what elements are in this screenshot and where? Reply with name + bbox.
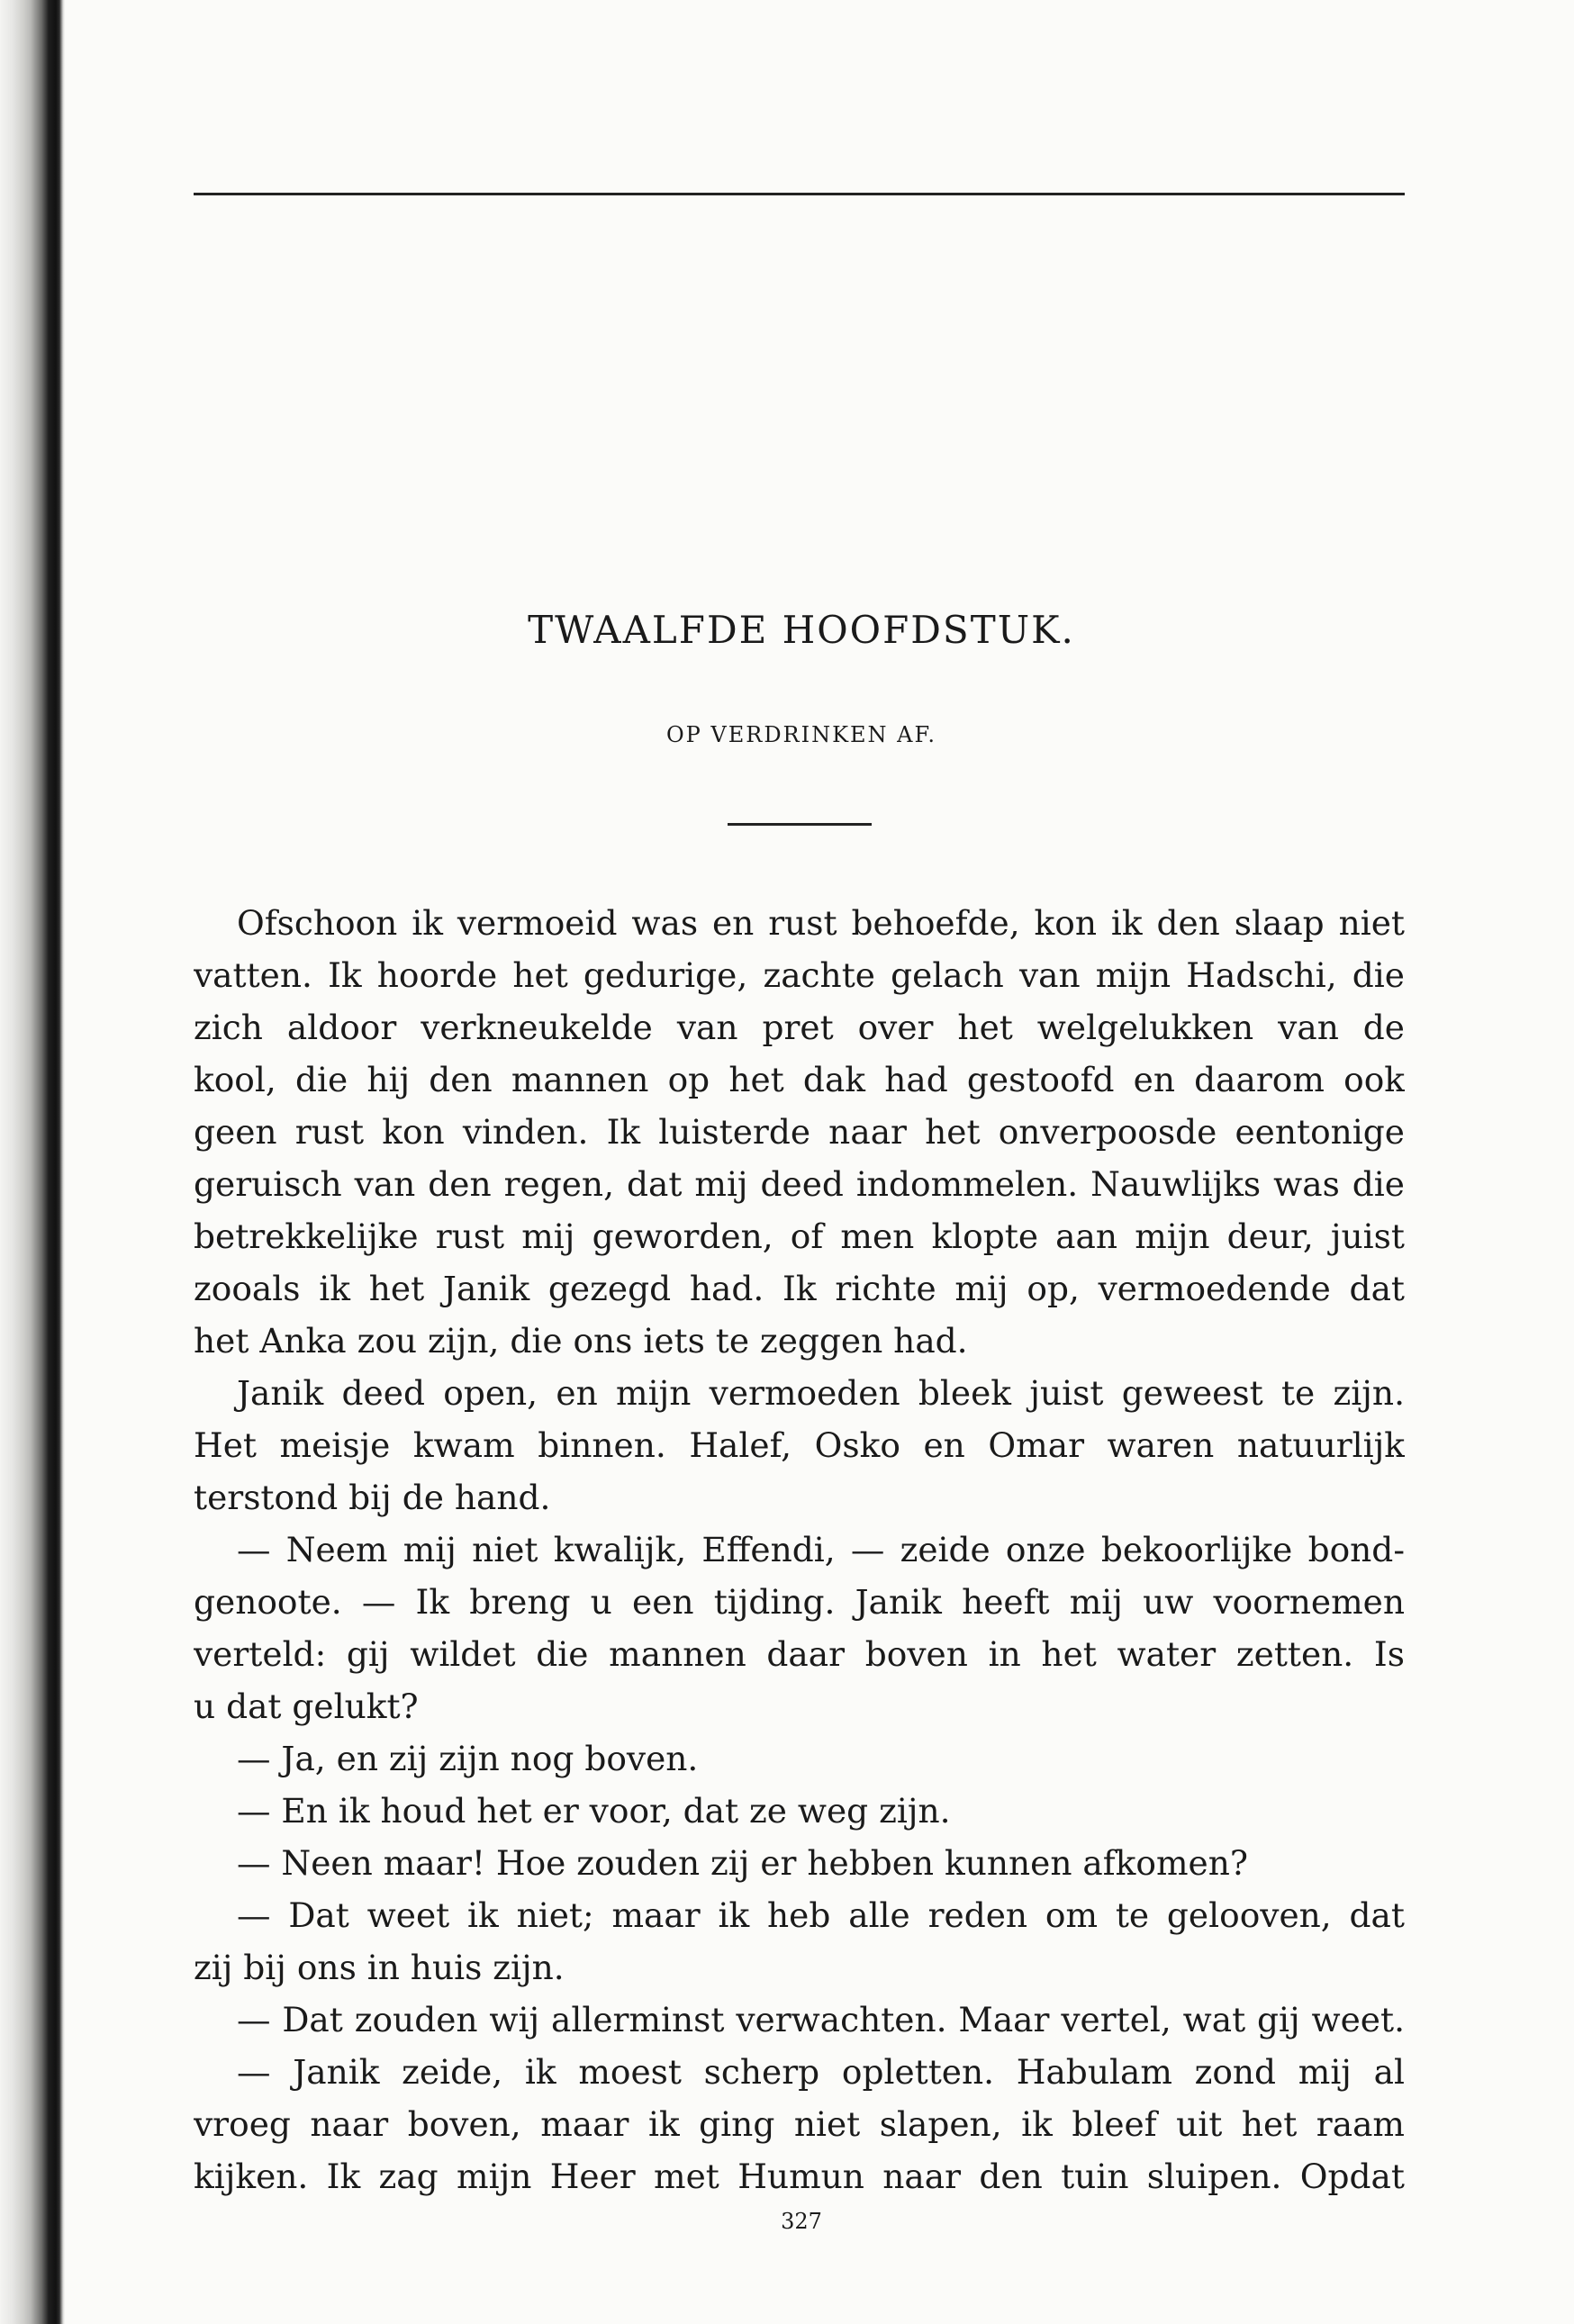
text-line: kool, die hij den mannen op het dak had gestoofd en daarom ook bbox=[194, 1060, 1405, 1099]
page-number: 327 bbox=[781, 2209, 822, 2234]
text-line: zich aldoor verkneukelde van pret over het welgelukken van de bbox=[194, 1008, 1405, 1047]
text-line: — Dat zouden wij allerminst verwachten. Maar vertel, wat gij weet. bbox=[237, 2000, 1405, 2039]
text-line: verteld: gij wildet die mannen daar boven in het water zetten. Is bbox=[194, 1634, 1405, 1674]
text-line: — Ja, en zij zijn nog boven. bbox=[237, 1739, 699, 1778]
book-spine-shadow bbox=[0, 0, 65, 2324]
text-line: vatten. Ik hoorde het gedurige, zachte gelach van mijn Hadschi, die bbox=[194, 955, 1405, 995]
text-line: Ofschoon ik vermoeid was en rust behoefde, kon ik den slaap niet bbox=[237, 903, 1405, 943]
text-line: het Anka zou zijn, die ons iets te zeggen had. bbox=[194, 1321, 968, 1361]
text-line: geruisch van den regen, dat mij deed indommelen. Nauwlijks was die bbox=[194, 1164, 1405, 1204]
text-line: betrekkelijke rust mij geworden, of men klopte aan mijn deur, juist bbox=[194, 1216, 1405, 1256]
text-line: geen rust kon vinden. Ik luisterde naar het onverpoosde eentonige bbox=[194, 1112, 1405, 1152]
text-line: u dat gelukt? bbox=[194, 1686, 419, 1726]
text-line: terstond bij de hand. bbox=[194, 1478, 551, 1517]
text-line: — Neem mij niet kwalijk, Effendi, — zeide onze bekoorlijke bond- bbox=[237, 1530, 1405, 1569]
text-line: genoote. — Ik breng u een tijding. Janik heeft mij uw voornemen bbox=[194, 1582, 1405, 1622]
text-line: zooals ik het Janik gezegd had. Ik richte mij op, vermoedende dat bbox=[194, 1269, 1405, 1308]
text-line: zij bij ons in huis zijn. bbox=[194, 1948, 565, 1987]
text-line: — En ik houd het er voor, dat ze weg zijn. bbox=[237, 1791, 951, 1831]
text-line: Het meisje kwam binnen. Halef, Osko en Omar waren natuurlijk bbox=[194, 1425, 1405, 1465]
chapter-subtitle: OP VERDRINKEN AF. bbox=[665, 722, 937, 747]
text-line: Janik deed open, en mijn vermoeden bleek juist geweest te zijn. bbox=[237, 1373, 1405, 1413]
text-line: — Neen maar! Hoe zouden zij er hebben kunnen afkomen? bbox=[237, 1843, 1248, 1883]
chapter-title: TWAALFDE HOOFDSTUK. bbox=[528, 608, 1075, 652]
header-rule bbox=[194, 193, 1405, 195]
title-divider bbox=[728, 823, 872, 826]
text-line: — Dat weet ik niet; maar ik heb alle reden om te gelooven, dat bbox=[237, 1895, 1405, 1935]
text-line: kijken. Ik zag mijn Heer met Humun naar den tuin sluipen. Opdat bbox=[194, 2157, 1405, 2196]
body-text bbox=[194, 897, 1405, 2202]
text-line: vroeg naar boven, maar ik ging niet slapen, ik bleef uit het raam bbox=[194, 2104, 1405, 2144]
text-line: — Janik zeide, ik moest scherp opletten. Habulam zond mij al bbox=[237, 2052, 1405, 2092]
